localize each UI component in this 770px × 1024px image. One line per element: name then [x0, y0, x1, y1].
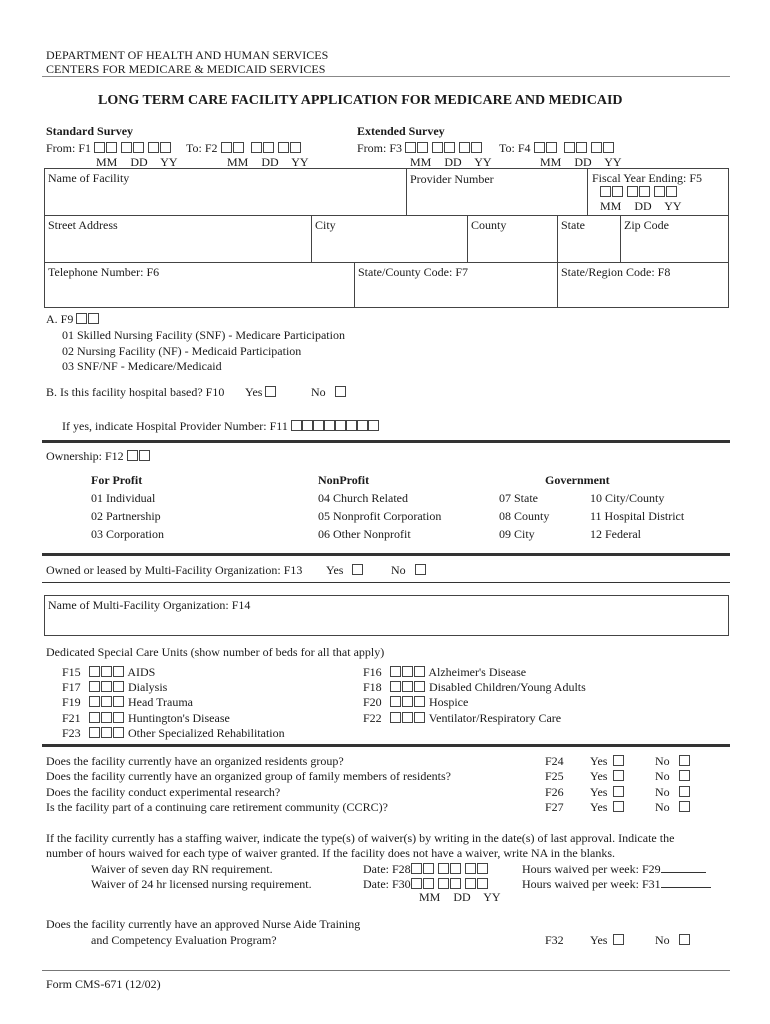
f4-date-labels: MM DD YY — [540, 155, 622, 169]
f1-field[interactable] — [46, 141, 172, 156]
state-region-code-field[interactable]: State/Region Code: F8 — [557, 262, 729, 308]
fiscal-year-field[interactable]: Fiscal Year Ending: F5 MM DD YY — [587, 168, 729, 216]
nonprofit-heading: NonProfit — [318, 473, 370, 487]
ownership-option: 03 Corporation — [91, 527, 164, 541]
ownership-option: 04 Church Related — [318, 491, 408, 505]
state-county-code-field[interactable]: State/County Code: F7 — [354, 262, 558, 308]
code-f32: F32 — [545, 933, 564, 947]
nurse-aide-question-2: and Competency Evaluation Program? — [91, 933, 277, 947]
department-name: DEPARTMENT OF HEALTH AND HUMAN SERVICES — [46, 48, 329, 62]
code-f24: F24 — [545, 754, 564, 768]
centers-name: CENTERS FOR MEDICARE & MEDICAID SERVICES — [46, 62, 326, 76]
ownership-option: 01 Individual — [91, 491, 156, 505]
f28-date-field[interactable]: Date: F28 — [363, 862, 489, 877]
state-field[interactable]: State — [557, 215, 621, 263]
f2-label: To: F2 — [186, 141, 218, 155]
ownership-option: 11 Hospital District — [590, 509, 685, 523]
unit-row-f15[interactable]: F15 AIDS — [62, 665, 156, 679]
f25-no-checkbox[interactable]: No — [655, 769, 691, 784]
f9-option-snf-nf: 03 SNF/NF - Medicare/Medicaid — [62, 359, 222, 373]
f9-field[interactable]: A. F9 — [46, 312, 100, 327]
nurse-aide-question-1: Does the facility currently have an approved Nurse Aide Training — [46, 917, 361, 931]
government-heading: Government — [545, 473, 610, 487]
unit-row-f19[interactable]: F19 Head Trauma — [62, 695, 193, 709]
f2-date-labels: MM DD YY — [227, 155, 309, 169]
f13-no-checkbox[interactable]: No — [391, 563, 427, 578]
question-f26: Does the facility conduct experimental research? — [46, 785, 281, 799]
f4-label: To: F4 — [499, 141, 531, 155]
question-f25: Does the facility currently have an organized group of family members of residents? — [46, 769, 451, 783]
extended-survey-label: Extended Survey — [357, 124, 445, 138]
ownership-option: 12 Federal — [590, 527, 641, 541]
f27-no-checkbox[interactable]: No — [655, 800, 691, 815]
f9-option-nf: 02 Nursing Facility (NF) - Medicaid Participation — [62, 344, 302, 358]
ownership-option: 09 City — [499, 527, 535, 541]
code-f25: F25 — [545, 769, 564, 783]
f29-hours-field[interactable]: Hours waived per week: F29 — [522, 862, 706, 877]
code-f27: F27 — [545, 800, 564, 814]
f4-field[interactable] — [499, 141, 615, 156]
for-profit-heading: For Profit — [91, 473, 143, 487]
f10-question: B. Is this facility hospital based? F10 — [46, 385, 225, 399]
page-title: LONG TERM CARE FACILITY APPLICATION FOR MEDICARE AND MEDICAID — [98, 93, 623, 108]
f11-field[interactable]: If yes, indicate Hospital Provider Number: F11 — [62, 419, 379, 434]
ownership-option: 05 Nonprofit Corporation — [318, 509, 442, 523]
county-field[interactable]: County — [467, 215, 558, 263]
f1-date-labels: MM DD YY — [96, 155, 178, 169]
ownership-option: 02 Partnership — [91, 509, 161, 523]
f27-yes-checkbox[interactable]: Yes — [590, 800, 625, 815]
question-f24: Does the facility currently have an organized residents group? — [46, 754, 344, 768]
waiver-licensed-label: Waiver of 24 hr licensed nursing requirement. — [91, 877, 312, 891]
zip-code-field[interactable]: Zip Code — [620, 215, 729, 263]
f10-yes-checkbox[interactable]: Yes — [245, 385, 277, 400]
form-number: Form CMS-671 (12/02) — [46, 977, 161, 991]
f13-yes-checkbox[interactable]: Yes — [326, 563, 364, 578]
ownership-option: 06 Other Nonprofit — [318, 527, 411, 541]
divider — [42, 582, 730, 583]
f2-field[interactable] — [186, 141, 302, 156]
unit-row-f23[interactable]: F23 Other Specialized Rehabilitation — [62, 726, 285, 740]
street-address-field[interactable]: Street Address — [44, 215, 312, 263]
ownership-option: 10 City/County — [590, 491, 665, 505]
f13-question: Owned or leased by Multi-Facility Organization: F13 — [46, 563, 303, 577]
f3-label: From: F3 — [357, 141, 403, 155]
section-divider — [42, 553, 730, 556]
multi-facility-name-field[interactable]: Name of Multi-Facility Organization: F14 — [44, 595, 729, 636]
f30-date-labels: MM DD YY — [419, 890, 501, 904]
waiver-instructions-2: number of hours waived for each type of waiver granted. If the facility does not have a waiver, write NA in the blanks. — [46, 846, 615, 860]
divider — [42, 970, 730, 971]
f3-date-labels: MM DD YY — [410, 155, 492, 169]
f26-no-checkbox[interactable]: No — [655, 785, 691, 800]
f32-no-checkbox[interactable]: No — [655, 933, 691, 948]
code-f26: F26 — [545, 785, 564, 799]
f31-hours-field[interactable]: Hours waived per week: F31 — [522, 877, 711, 892]
f26-yes-checkbox[interactable]: Yes — [590, 785, 625, 800]
f30-date-field[interactable]: Date: F30 — [363, 877, 489, 892]
unit-row-f17[interactable]: F17 Dialysis — [62, 680, 168, 694]
f24-no-checkbox[interactable]: No — [655, 754, 691, 769]
f24-yes-checkbox[interactable]: Yes — [590, 754, 625, 769]
f10-no-checkbox[interactable]: No — [311, 385, 347, 400]
unit-row-f16[interactable]: F16 Alzheimer's Disease — [363, 665, 527, 679]
city-field[interactable]: City — [311, 215, 468, 263]
unit-row-f18[interactable]: F18 Disabled Children/Young Adults — [363, 680, 586, 694]
f3-field[interactable] — [357, 141, 483, 156]
ownership-option: 07 State — [499, 491, 538, 505]
divider — [42, 76, 730, 77]
provider-number-field[interactable]: Provider Number — [406, 168, 588, 216]
unit-row-f21[interactable]: F21 Huntington's Disease — [62, 711, 230, 725]
name-of-facility-field[interactable]: Name of Facility — [44, 168, 407, 216]
f32-yes-checkbox[interactable]: Yes — [590, 933, 625, 948]
telephone-field[interactable]: Telephone Number: F6 — [44, 262, 355, 308]
question-f27: Is the facility part of a continuing care retirement community (CCRC)? — [46, 800, 388, 814]
ownership-option: 08 County — [499, 509, 550, 523]
f12-field[interactable]: Ownership: F12 — [46, 449, 151, 464]
f25-yes-checkbox[interactable]: Yes — [590, 769, 625, 784]
f1-label: From: F1 — [46, 141, 92, 155]
waiver-instructions-1: If the facility currently has a staffing waiver, indicate the type(s) of waiver(s) by writing in the date(s) of last approval. Indicate the — [46, 831, 675, 845]
standard-survey-label: Standard Survey — [46, 124, 134, 138]
unit-row-f22[interactable]: F22 Ventilator/Respiratory Care — [363, 711, 562, 725]
section-divider — [42, 744, 730, 747]
f9-option-snf: 01 Skilled Nursing Facility (SNF) - Medicare Participation — [62, 328, 345, 342]
unit-row-f20[interactable]: F20 Hospice — [363, 695, 469, 709]
section-divider — [42, 440, 730, 443]
special-care-units-heading: Dedicated Special Care Units (show number of beds for all that apply) — [46, 645, 385, 659]
waiver-rn-label: Waiver of seven day RN requirement. — [91, 862, 273, 876]
